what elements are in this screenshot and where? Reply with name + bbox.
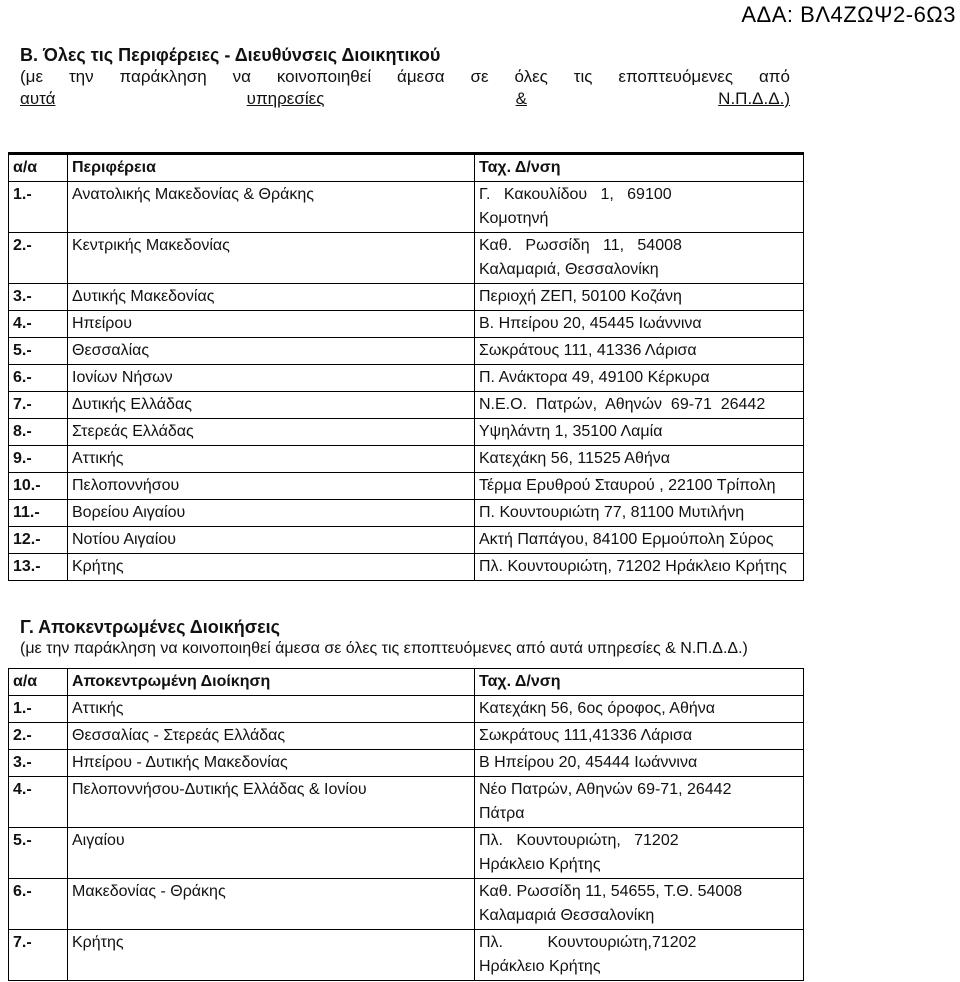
row-number: 2.- <box>9 723 68 750</box>
note-word: (με <box>20 67 44 86</box>
row-name: Βορείου Αιγαίου <box>68 500 475 527</box>
row-number: 2.- <box>9 233 68 284</box>
row-address <box>475 527 804 554</box>
note-word: άμεσα <box>397 67 445 86</box>
row-name: Στερεάς Ελλάδας <box>68 419 475 446</box>
address-line: Β Ηπείρου 20, 45444 Ιωάννινα <box>479 754 698 771</box>
row-address <box>475 311 804 338</box>
table-row <box>9 723 804 750</box>
address-line: Π. Ανάκτορα 49, 49100 Κέρκυρα <box>479 369 710 386</box>
section-b-note-line1 <box>20 66 790 88</box>
section-b-note-line2 <box>20 88 790 110</box>
row-number: 6.- <box>9 879 68 930</box>
column-header: α/α <box>9 669 68 696</box>
header-row <box>9 154 804 182</box>
address-line: Ν.Ε.Ο. Πατρών, Αθηνών 69-71 26442 <box>479 396 766 413</box>
row-address <box>475 750 804 777</box>
note-word: υπηρεσίες <box>246 89 325 108</box>
row-number: 7.- <box>9 392 68 419</box>
row-address <box>475 777 804 828</box>
row-address <box>475 828 804 879</box>
row-name: Κρήτης <box>68 554 475 581</box>
row-name: Θεσσαλίας <box>68 338 475 365</box>
row-address <box>475 554 804 581</box>
column-header: Ταχ. Δ/νση <box>475 154 804 182</box>
row-name: Νοτίου Αιγαίου <box>68 527 475 554</box>
address-line: Κατεχάκη 56, 6ος όροφος, Αθήνα <box>479 700 715 717</box>
row-address <box>475 879 804 930</box>
row-number: 7.- <box>9 930 68 981</box>
row-name: Ιονίων Νήσων <box>68 365 475 392</box>
table-row <box>9 750 804 777</box>
decentralized-admin-table <box>8 668 804 981</box>
row-number: 3.- <box>9 284 68 311</box>
row-address <box>475 723 804 750</box>
section-g-title: Γ. Αποκεντρωμένες Διοικήσεις <box>20 617 280 637</box>
address-line: Περιοχή ΖΕΠ, 50100 Κοζάνη <box>479 288 682 305</box>
address-line: Β. Ηπείρου 20, 45445 Ιωάννινα <box>479 315 702 332</box>
address-line: Π. Κουντουριώτη 77, 81100 Μυτιλήνη <box>479 504 745 521</box>
ada-code: ΑΔΑ: ΒΛ4ΖΩΨ2-6Ω3 <box>741 2 956 27</box>
address-line: Τέρμα Ερυθρού Σταυρού , 22100 Τρίπολη <box>479 477 776 494</box>
row-number: 13.- <box>9 554 68 581</box>
table-row <box>9 233 804 284</box>
row-number: 11.- <box>9 500 68 527</box>
address-line: Νέο Πατρών, Αθηνών 69-71, 26442 <box>479 781 732 798</box>
row-number: 5.- <box>9 828 68 879</box>
note-word: σε <box>470 67 489 86</box>
note-word: κοινοποιηθεί <box>276 67 372 86</box>
table-row <box>9 284 804 311</box>
row-number: 1.- <box>9 182 68 233</box>
row-address <box>475 473 804 500</box>
table-row <box>9 879 804 930</box>
address-line: Καλαμαριά, Θεσσαλονίκη <box>479 261 659 278</box>
row-name: Πελοποννήσου-Δυτικής Ελλάδας & Ιονίου <box>68 777 475 828</box>
column-header: Αποκεντρωμένη Διοίκηση <box>68 669 475 696</box>
column-header: Περιφέρεια <box>68 154 475 182</box>
row-name: Αττικής <box>68 446 475 473</box>
row-name: Δυτικής Μακεδονίας <box>68 284 475 311</box>
note-word: παράκληση <box>119 67 207 86</box>
table-row <box>9 473 804 500</box>
column-header: α/α <box>9 154 68 182</box>
row-address <box>475 365 804 392</box>
note-word: από <box>758 67 790 86</box>
note-word: & <box>515 89 527 108</box>
row-address <box>475 446 804 473</box>
table-row <box>9 828 804 879</box>
table-row <box>9 182 804 233</box>
table-row <box>9 500 804 527</box>
note-word: Ν.Π.Δ.Δ.) <box>718 89 790 108</box>
row-name: Αττικής <box>68 696 475 723</box>
row-name: Πελοποννήσου <box>68 473 475 500</box>
table-row <box>9 696 804 723</box>
row-name: Κεντρικής Μακεδονίας <box>68 233 475 284</box>
row-address <box>475 338 804 365</box>
row-address <box>475 419 804 446</box>
address-line: Ακτή Παπάγου, 84100 Ερμούπολη Σύρος <box>479 531 774 548</box>
row-name: Ηπείρου - Δυτικής Μακεδονίας <box>68 750 475 777</box>
address-line: Πάτρα <box>479 805 525 822</box>
address-line: Υψηλάντη 1, 35100 Λαμία <box>479 423 663 440</box>
note-word: την <box>68 67 94 86</box>
section-g-note: (με την παράκληση να κοινοποιηθεί άμεσα σε όλες τις εποπτευόμενες από αυτά υπηρεσίες & Ν.Π.Δ.Δ.) <box>20 640 748 657</box>
section-b-heading <box>20 44 790 110</box>
row-name: Ανατολικής Μακεδονίας & Θράκης <box>68 182 475 233</box>
table-row <box>9 446 804 473</box>
table-row <box>9 392 804 419</box>
address-line: Πλ. Κουντουριώτη, 71202 Ηράκλειο Κρήτης <box>479 558 787 575</box>
row-address <box>475 500 804 527</box>
row-address <box>475 182 804 233</box>
address-line: Κομοτηνή <box>479 210 549 227</box>
row-number: 4.- <box>9 311 68 338</box>
address-line: Καθ. Ρωσσίδη 11, 54008 <box>479 237 682 254</box>
header-row <box>9 669 804 696</box>
address-line: Πλ. Κουντουριώτη, 71202 <box>479 832 679 849</box>
table-row <box>9 554 804 581</box>
address-line: Πλ. Κουντουριώτη,71202 <box>479 934 697 951</box>
row-address <box>475 233 804 284</box>
row-name: Δυτικής Ελλάδας <box>68 392 475 419</box>
row-name: Μακεδονίας - Θράκης <box>68 879 475 930</box>
note-word: αυτά <box>20 89 56 108</box>
address-line: Σωκράτους 111,41336 Λάρισα <box>479 727 693 744</box>
table-row <box>9 930 804 981</box>
row-number: 1.- <box>9 696 68 723</box>
section-b-title: Β. Όλες τις Περιφέρειες - Διευθύνσεις Διοικητικού <box>20 45 441 65</box>
row-name: Θεσσαλίας - Στερεάς Ελλάδας <box>68 723 475 750</box>
row-address <box>475 930 804 981</box>
row-address <box>475 392 804 419</box>
table-row <box>9 527 804 554</box>
section-g-heading <box>20 616 810 660</box>
row-name: Αιγαίου <box>68 828 475 879</box>
note-word: τις <box>573 67 593 86</box>
row-number: 12.- <box>9 527 68 554</box>
row-number: 3.- <box>9 750 68 777</box>
row-address <box>475 696 804 723</box>
row-number: 6.- <box>9 365 68 392</box>
row-name: Κρήτης <box>68 930 475 981</box>
column-header: Ταχ. Δ/νση <box>475 669 804 696</box>
address-line: Ηράκλειο Κρήτης <box>479 958 601 975</box>
address-line: Γ. Κακουλίδου 1, 69100 <box>479 186 672 203</box>
row-number: 5.- <box>9 338 68 365</box>
row-name: Ηπείρου <box>68 311 475 338</box>
address-line: Ηράκλειο Κρήτης <box>479 856 601 873</box>
row-address <box>475 284 804 311</box>
table-row <box>9 311 804 338</box>
table-row <box>9 365 804 392</box>
address-line: Καλαμαριά Θεσσαλονίκη <box>479 907 655 924</box>
row-number: 8.- <box>9 419 68 446</box>
regions-table <box>8 152 804 581</box>
table-row <box>9 777 804 828</box>
note-word: να <box>232 67 251 86</box>
note-word: εποπτευόμενες <box>618 67 734 86</box>
row-number: 10.- <box>9 473 68 500</box>
table-row <box>9 338 804 365</box>
address-line: Σωκράτους 111, 41336 Λάρισα <box>479 342 697 359</box>
address-line: Καθ. Ρωσσίδη 11, 54655, Τ.Θ. 54008 <box>479 883 743 900</box>
row-number: 4.- <box>9 777 68 828</box>
table-row <box>9 419 804 446</box>
address-line: Κατεχάκη 56, 11525 Αθήνα <box>479 450 671 467</box>
note-word: όλες <box>514 67 548 86</box>
row-number: 9.- <box>9 446 68 473</box>
